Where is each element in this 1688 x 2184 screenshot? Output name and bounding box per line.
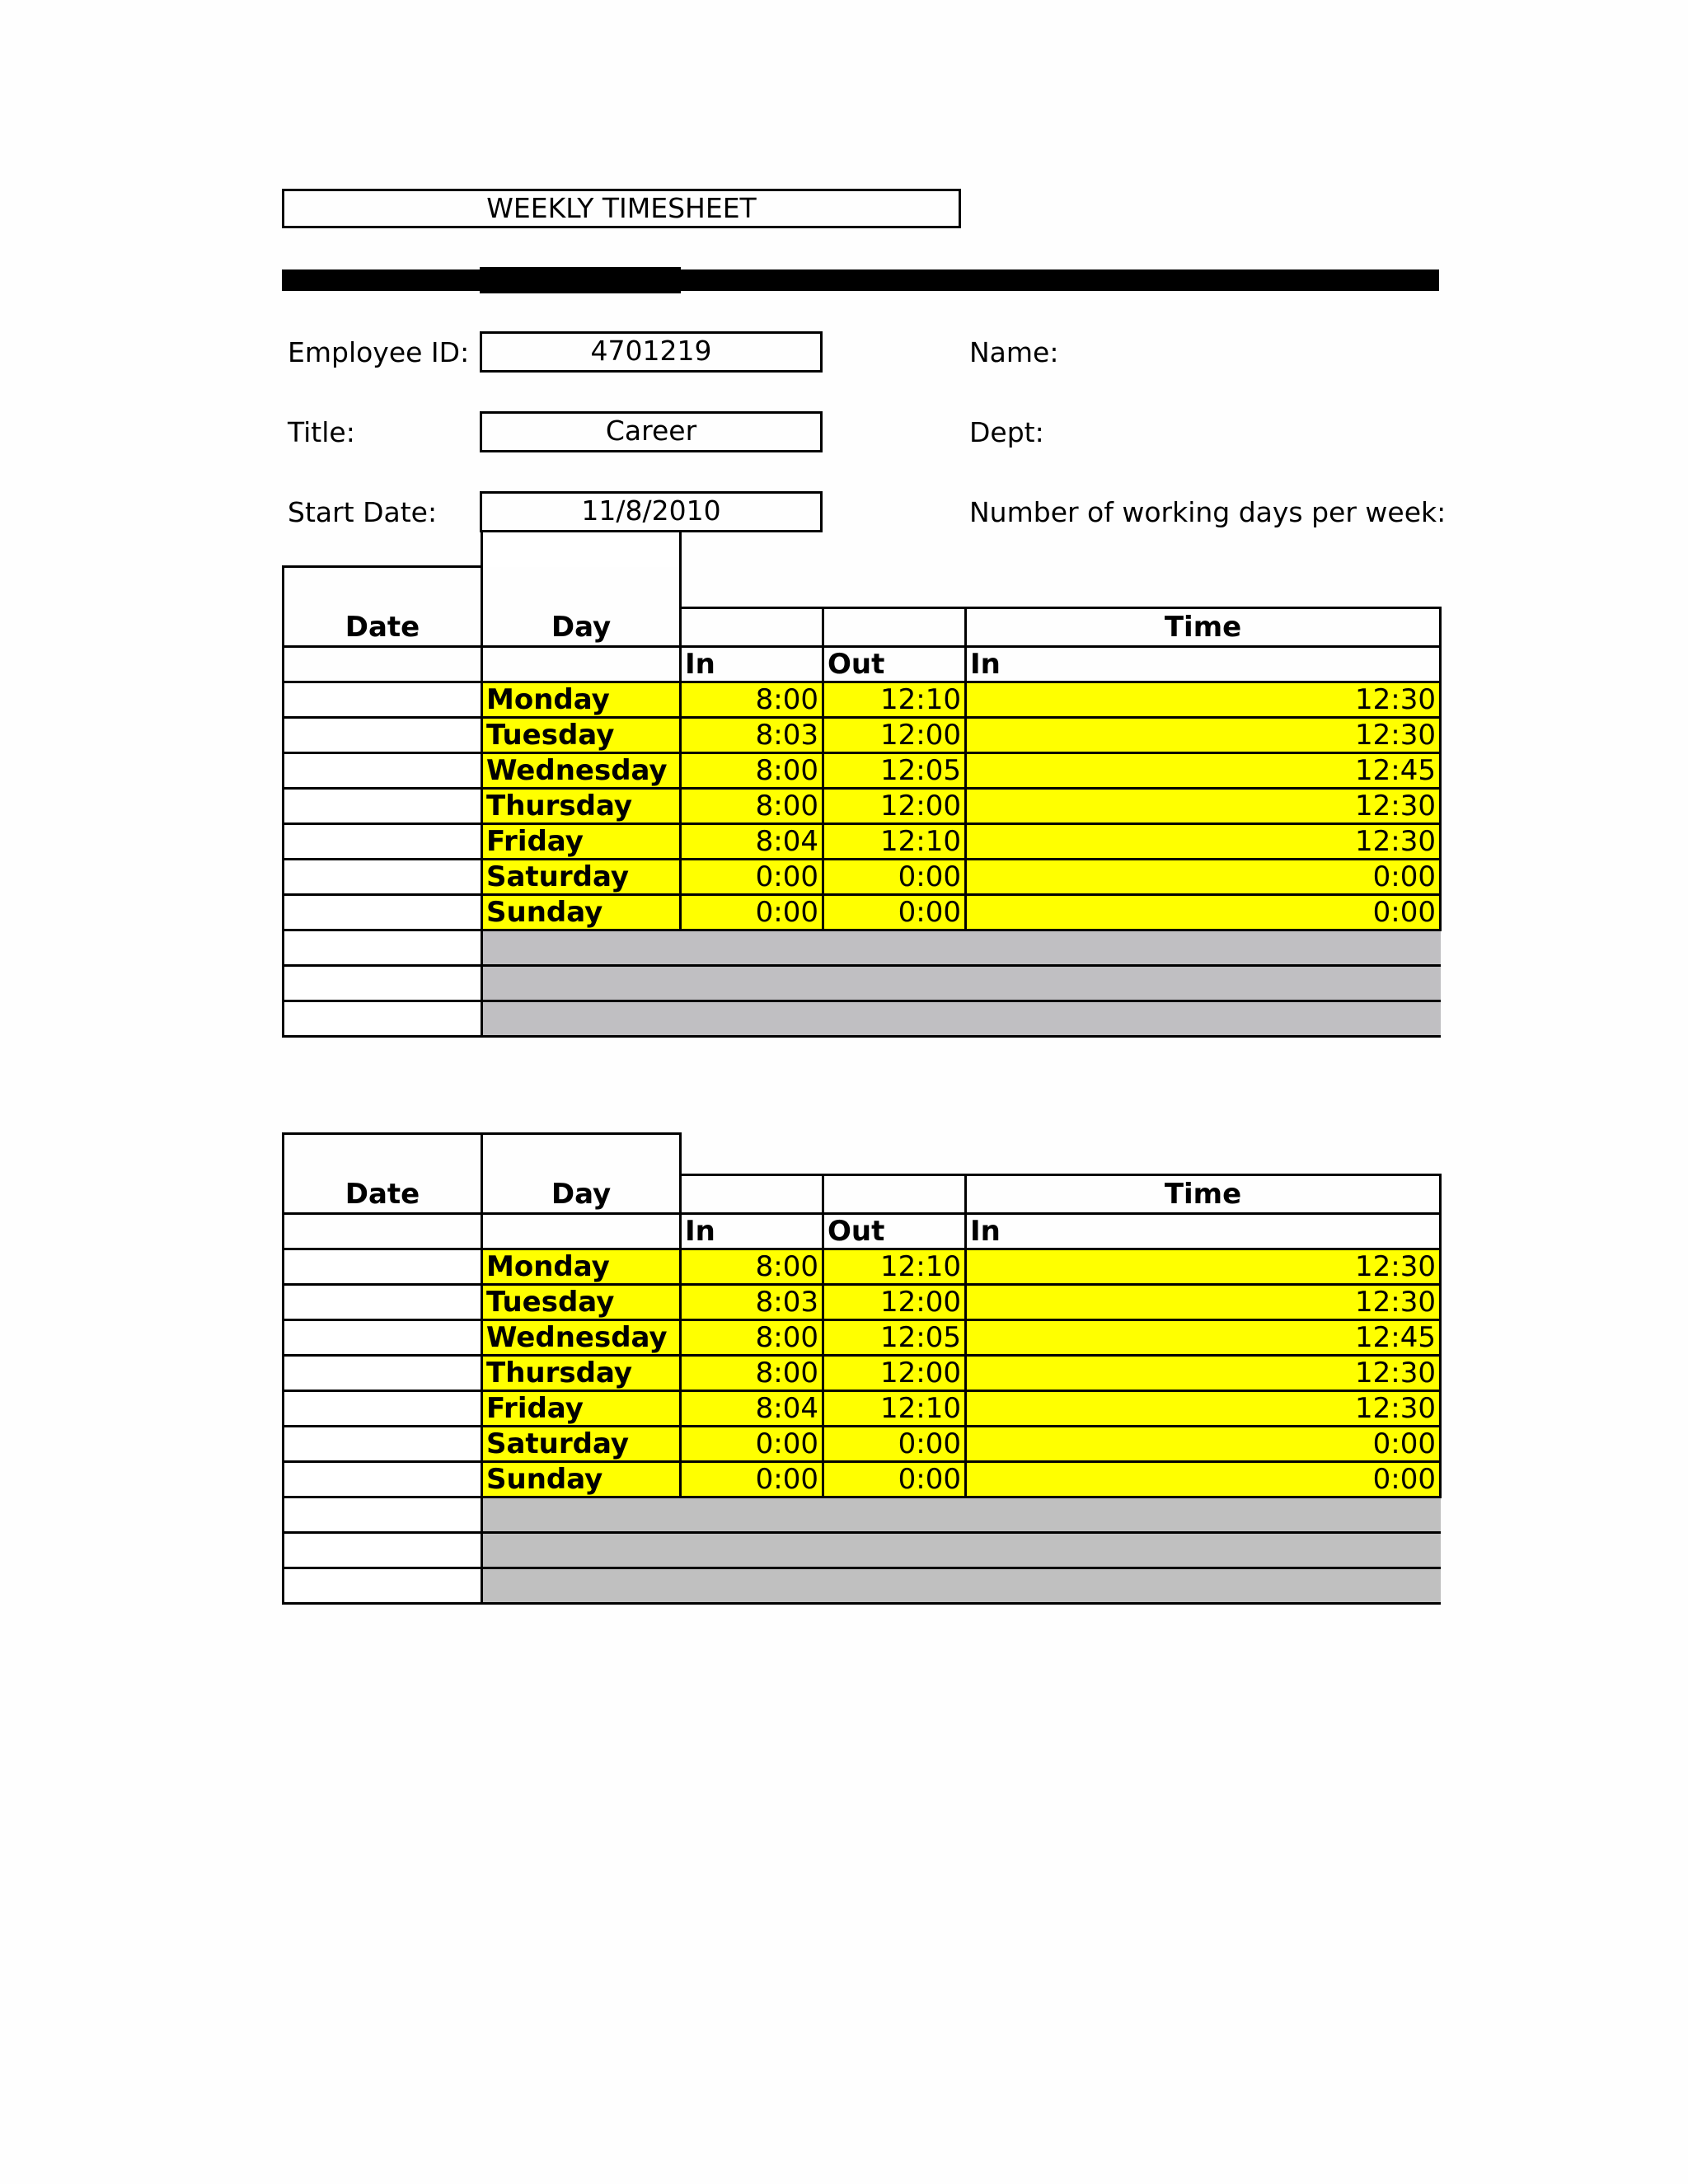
day-cell: Wednesday [482, 1320, 681, 1356]
time-cell[interactable]: 8:00 [681, 682, 823, 718]
title-label: Title: [288, 416, 355, 448]
date-cell[interactable] [284, 789, 482, 824]
shaded-cell [482, 930, 1441, 966]
time-cell[interactable]: 8:03 [681, 1285, 823, 1320]
time-cell[interactable]: 8:00 [681, 1249, 823, 1285]
time-cell[interactable]: 12:30 [966, 1391, 1441, 1427]
table-row [284, 1320, 1441, 1356]
day-cell: Friday [482, 1391, 681, 1427]
time-cell[interactable]: 0:00 [823, 1427, 966, 1462]
day-cell: Wednesday [482, 753, 681, 789]
in2-header: In [966, 1214, 1441, 1249]
date-cell[interactable] [284, 753, 482, 789]
day-cell: Thursday [482, 789, 681, 824]
time-cell[interactable]: 0:00 [966, 895, 1441, 930]
time-cell[interactable]: 0:00 [681, 860, 823, 895]
time-header: Time [966, 1175, 1441, 1214]
date-cell[interactable] [284, 1001, 482, 1037]
working-days-label: Number of working days per week: [969, 496, 1447, 528]
time-cell[interactable]: 0:00 [681, 895, 823, 930]
table-row-blank [284, 1497, 1441, 1533]
table-row [284, 895, 1441, 930]
date-cell[interactable] [284, 824, 482, 860]
table-row [284, 1391, 1441, 1427]
header-divider [282, 269, 1439, 291]
day-header: Day [482, 567, 681, 647]
start-date-label: Start Date: [288, 496, 438, 528]
time-cell[interactable]: 12:10 [823, 1391, 966, 1427]
time-cell[interactable]: 12:45 [966, 753, 1441, 789]
shaded-cell [482, 966, 1441, 1001]
time-cell[interactable]: 12:45 [966, 1320, 1441, 1356]
employee-id-label: Employee ID: [288, 336, 470, 368]
date-cell[interactable] [284, 1285, 482, 1320]
time-cell[interactable]: 12:30 [966, 718, 1441, 753]
day-header: Day [482, 1134, 681, 1214]
day-cell: Monday [482, 682, 681, 718]
time-cell[interactable]: 8:00 [681, 1356, 823, 1391]
time-cell[interactable]: 0:00 [681, 1427, 823, 1462]
day-cell: Tuesday [482, 1285, 681, 1320]
table-row [284, 1249, 1441, 1285]
time-header: Time [966, 608, 1441, 647]
time-cell[interactable]: 12:10 [823, 824, 966, 860]
time-cell[interactable]: 0:00 [823, 1462, 966, 1497]
table-row-blank [284, 966, 1441, 1001]
table-row [284, 1462, 1441, 1497]
employee-id-field[interactable]: 4701219 [480, 331, 823, 373]
shaded-cell [482, 1497, 1441, 1533]
timesheet-table-week-2 [282, 1132, 1442, 1605]
time-cell[interactable]: 12:00 [823, 789, 966, 824]
time-cell[interactable]: 12:05 [823, 753, 966, 789]
time-cell[interactable]: 8:04 [681, 824, 823, 860]
time-cell[interactable]: 12:30 [966, 1285, 1441, 1320]
in-header: In [681, 647, 823, 682]
time-cell[interactable]: 8:00 [681, 1320, 823, 1356]
time-cell[interactable]: 12:10 [823, 682, 966, 718]
title-field[interactable]: Career [480, 411, 823, 452]
dept-label: Dept: [969, 416, 1044, 448]
time-cell[interactable]: 8:03 [681, 718, 823, 753]
timesheet-table-week-1 [282, 530, 1442, 1038]
date-cell[interactable] [284, 1427, 482, 1462]
date-cell[interactable] [284, 682, 482, 718]
start-date-field[interactable]: 11/8/2010 [480, 491, 823, 532]
date-cell[interactable] [284, 930, 482, 966]
table-row [284, 718, 1441, 753]
time-cell[interactable]: 12:30 [966, 824, 1441, 860]
table-row [284, 789, 1441, 824]
shaded-cell [482, 1533, 1441, 1568]
table-row-blank [284, 1001, 1441, 1037]
date-cell[interactable] [284, 1391, 482, 1427]
date-cell[interactable] [284, 1533, 482, 1568]
day-cell: Sunday [482, 895, 681, 930]
table-row [284, 753, 1441, 789]
time-cell[interactable]: 12:30 [966, 789, 1441, 824]
date-header: Date [284, 1134, 482, 1214]
time-cell[interactable]: 12:10 [823, 1249, 966, 1285]
date-header: Date [284, 567, 482, 647]
time-cell[interactable]: 0:00 [681, 1462, 823, 1497]
date-cell[interactable] [284, 1249, 482, 1285]
in-header: In [681, 1214, 823, 1249]
shaded-cell [482, 1568, 1441, 1604]
day-cell: Saturday [482, 1427, 681, 1462]
date-cell[interactable] [284, 1320, 482, 1356]
time-cell[interactable]: 12:05 [823, 1320, 966, 1356]
in2-header: In [966, 647, 1441, 682]
time-cell[interactable]: 0:00 [966, 1427, 1441, 1462]
table-row [284, 1427, 1441, 1462]
time-cell[interactable]: 12:30 [966, 682, 1441, 718]
table-row-blank [284, 1568, 1441, 1604]
time-cell[interactable]: 8:00 [681, 753, 823, 789]
time-cell[interactable]: 12:00 [823, 718, 966, 753]
day-cell: Monday [482, 1249, 681, 1285]
time-cell[interactable]: 12:00 [823, 1356, 966, 1391]
time-cell[interactable]: 0:00 [823, 895, 966, 930]
date-cell[interactable] [284, 860, 482, 895]
time-cell[interactable]: 0:00 [966, 860, 1441, 895]
time-cell[interactable]: 12:00 [823, 1285, 966, 1320]
day-cell: Tuesday [482, 718, 681, 753]
time-cell[interactable]: 8:04 [681, 1391, 823, 1427]
out-header: Out [823, 647, 966, 682]
time-cell[interactable]: 0:00 [823, 860, 966, 895]
day-cell: Saturday [482, 860, 681, 895]
day-cell: Friday [482, 824, 681, 860]
date-cell[interactable] [284, 718, 482, 753]
name-label: Name: [969, 336, 1059, 368]
table-row [284, 860, 1441, 895]
table-row-blank [284, 930, 1441, 966]
header-divider-accent [480, 267, 681, 293]
page-title: WEEKLY TIMESHEET [282, 189, 961, 228]
table-row-blank [284, 1533, 1441, 1568]
time-cell[interactable]: 8:00 [681, 789, 823, 824]
table-row [284, 1285, 1441, 1320]
date-cell [482, 532, 681, 567]
date-cell[interactable] [284, 1568, 482, 1604]
date-cell[interactable] [284, 1497, 482, 1533]
date-cell[interactable] [284, 895, 482, 930]
time-cell[interactable]: 12:30 [966, 1356, 1441, 1391]
date-cell[interactable] [284, 1462, 482, 1497]
time-cell[interactable]: 12:30 [966, 1249, 1441, 1285]
day-cell: Thursday [482, 1356, 681, 1391]
table-row [284, 824, 1441, 860]
time-cell[interactable]: 0:00 [966, 1462, 1441, 1497]
day-cell: Sunday [482, 1462, 681, 1497]
table-row [284, 1356, 1441, 1391]
table-row [284, 682, 1441, 718]
out-header: Out [823, 1214, 966, 1249]
date-cell[interactable] [284, 1356, 482, 1391]
shaded-cell [482, 1001, 1441, 1037]
date-cell[interactable] [284, 966, 482, 1001]
